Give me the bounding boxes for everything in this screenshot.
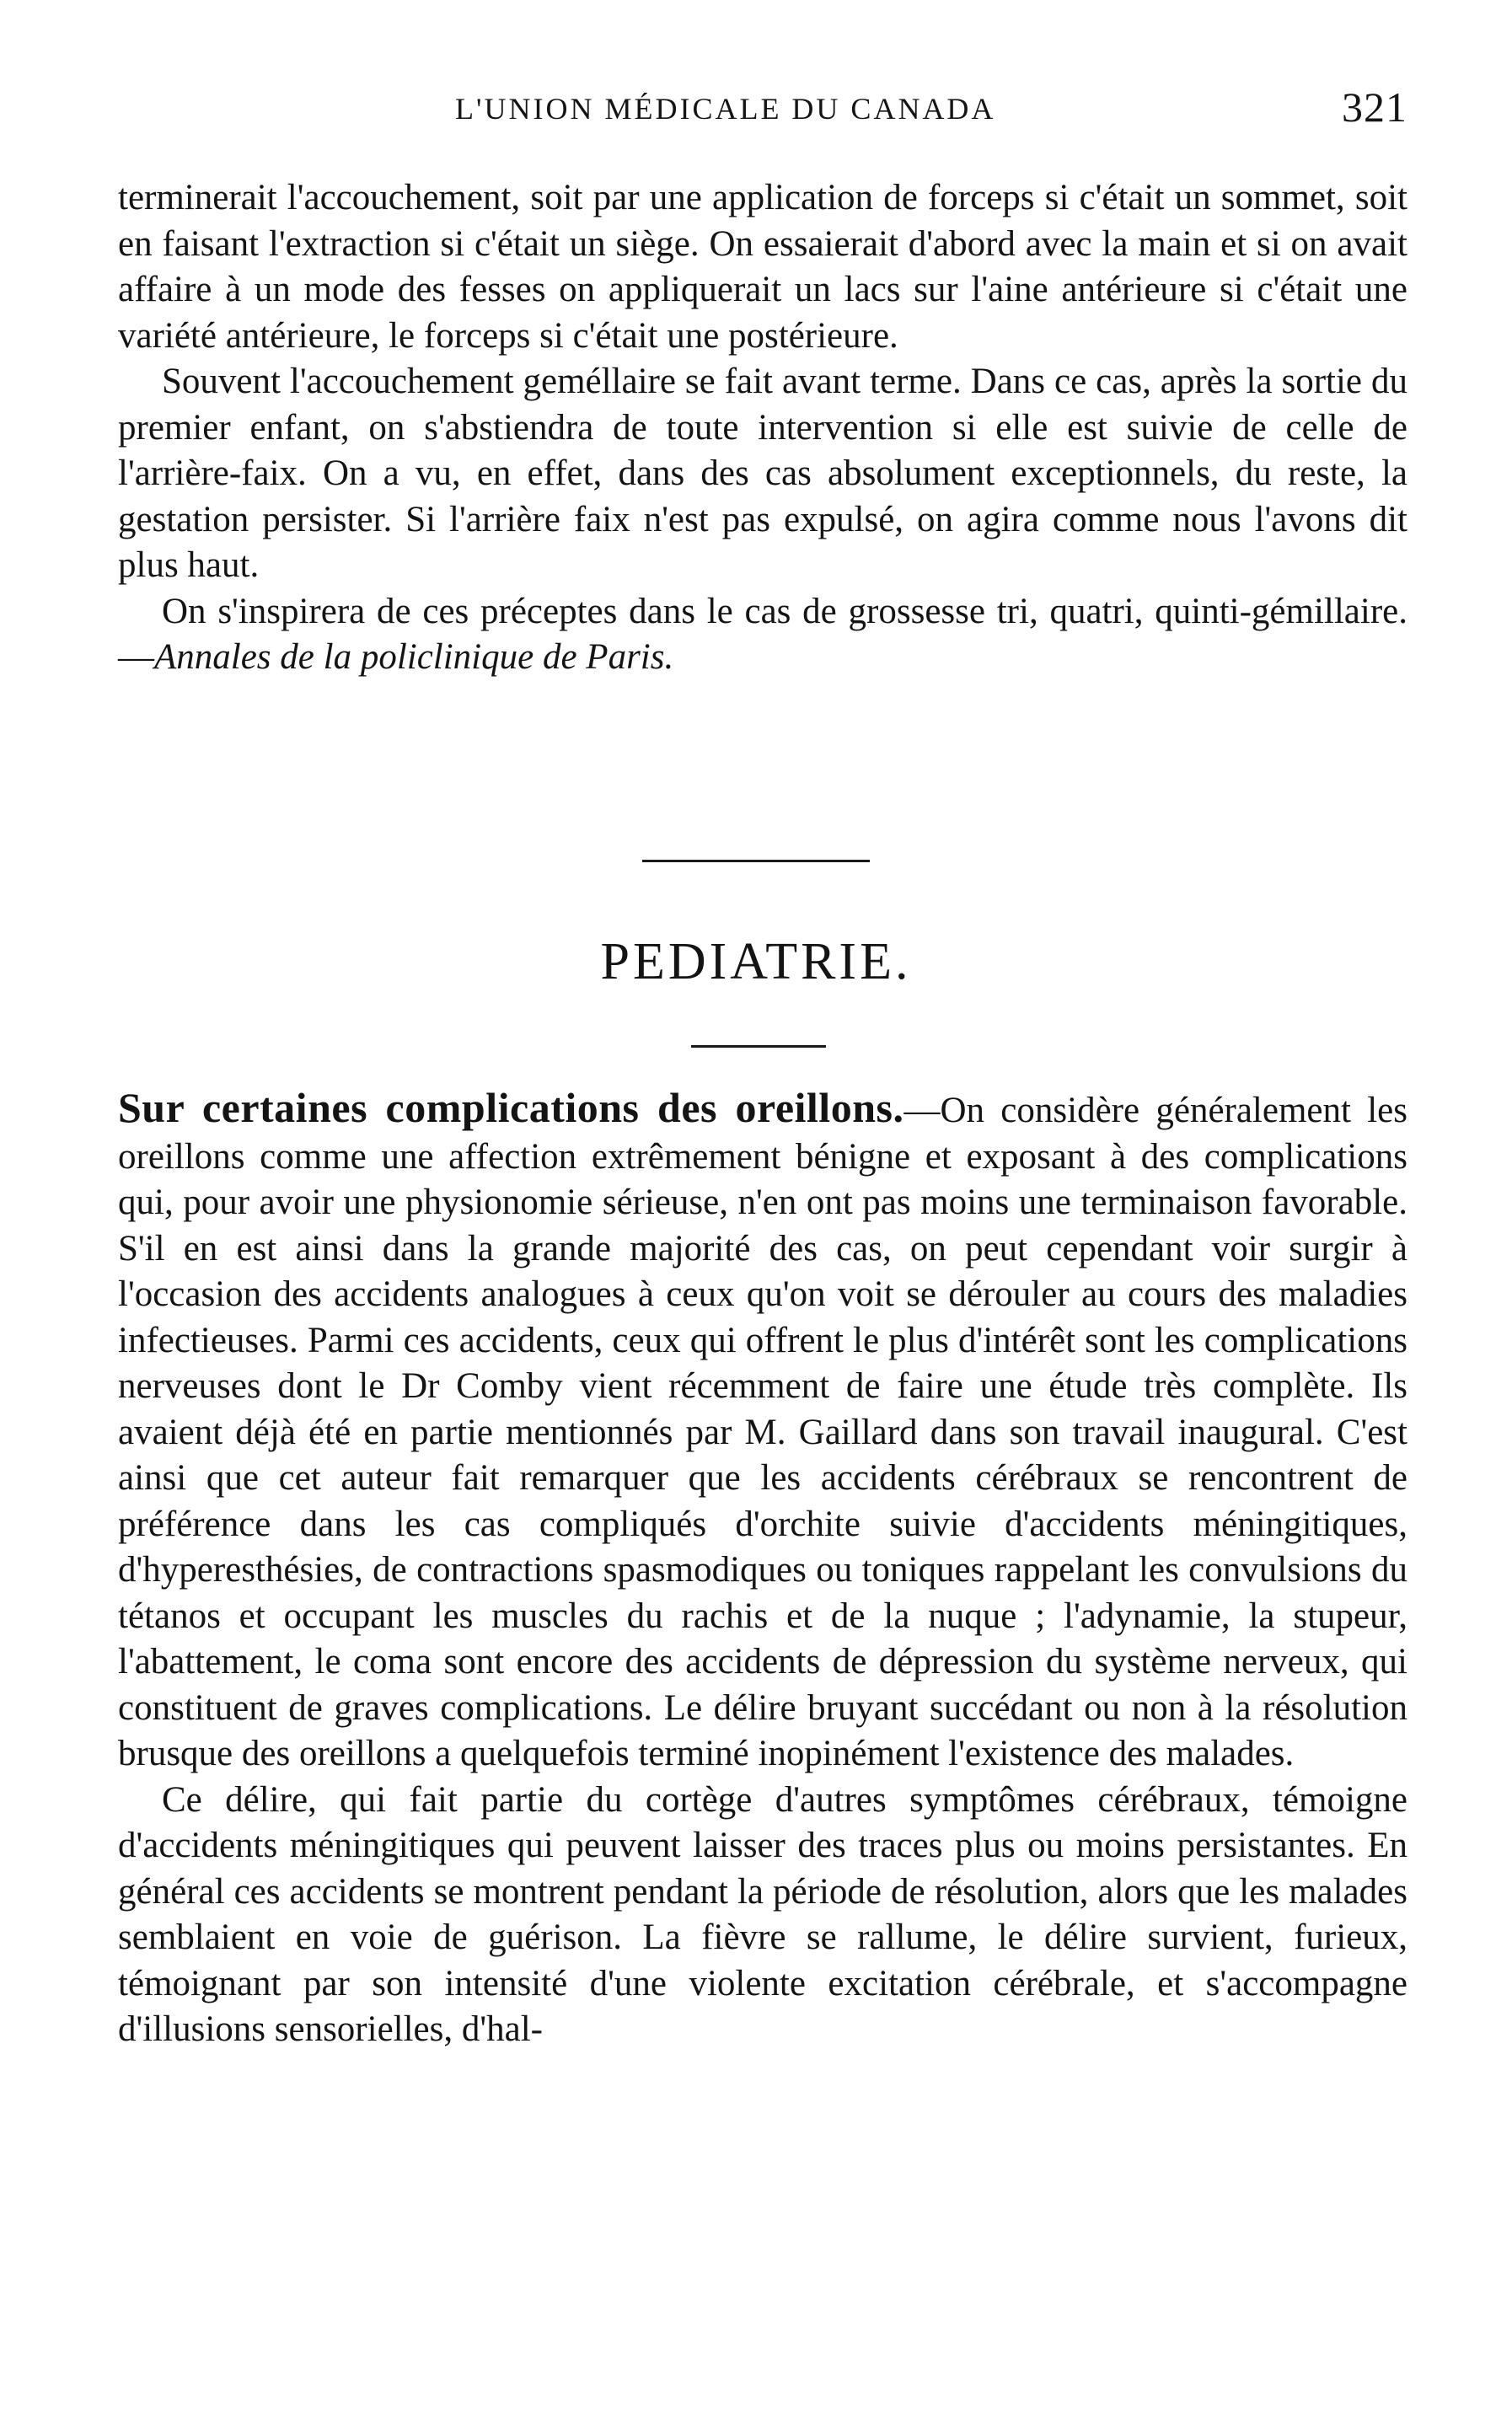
paragraph-text: On s'inspirera de ces préceptes dans le cas de grossesse tri, quatri, quinti-gémillaire.— [118, 591, 1407, 677]
article [118, 1085, 1407, 2053]
article-title: Sur certaines complications des oreillons. [118, 1084, 904, 1131]
running-header [118, 81, 1407, 131]
article-lead-text: —On considère généralement les oreillons comme une affection extrêmement bénigne et exposant à des complications qui, pour avoir une physionomie sérieuse, n'en ont pas moins une terminaison favorable. S'il en est ainsi dans la grande majorité des cas, on peut cependant voir surgir à l'occasion des accidents analogues à ceux qu'on voit se dérouler au cours des maladies infectieuses. Parmi ces accidents, ceux qui offrent le plus d'intérêt sont les complications nerveuses dont le Dr Comby vient récemment de faire une étude très complète. Ils avaient déjà été en partie mentionnés par M. Gaillard dans son travail inaugural. C'est ainsi que cet auteur fait remarquer que les accidents cérébraux se rencontrent de préférence dans les cas compliqués d'orchite suivie d'accidents méningitiques, d'hyperesthésies, de contractions spasmodiques ou toniques rappelant les convulsions du tétanos et occupant les muscles du rachis et de la nuque ; l'adynamie, la stupeur, l'abattement, le coma sont encore des accidents de dépression du système nerveux, qui constituent de graves complications. Le délire bruyant succédant ou non à la résolution brusque des oreillons a quelquefois terminé inopinément l'existence des malades. [118, 1091, 1408, 1773]
paragraph: Souvent l'accouchement geméllaire se fait avant terme. Dans ce cas, après la sortie du premier enfant, on s'abstiendra de toute intervention si elle est suivie de celle de l'arrière-faix. On a vu, en effet, dans des cas absolument exceptionnels, du reste, la gestation persister. Si l'arrière faix n'est pas expulsé, on agira comme nous l'avons dit plus haut. [118, 362, 1407, 585]
section-divider-top [642, 860, 870, 862]
paragraph: terminerait l'accouchement, soit par une application de forceps si c'était un sommet, soit en faisant l'extraction si c'était un siège. On essaierait d'abord avec la main et si on avait affaire à un mode des fesses on appliquerait un lacs sur l'aine antérieure si c'était une variété antérieure, le forceps si c'était une postérieure. [118, 178, 1407, 356]
article-first-paragraph [118, 1085, 1407, 1778]
section-title: PEDIATRIE. [600, 933, 912, 990]
paragraph: Ce délire, qui fait partie du cortège d'autres symptômes cérébraux, témoigne d'accidents méningitiques qui peuvent laisser des traces plus ou moins persistantes. En général ces accidents se montrent pendant la période de résolution, alors que les malades semblaient en voie de guérison. La fièvre se rallume, le délire survient, furieux, témoignant par son intensité d'une violente excitation cérébrale, et s'accompagne d'illusions sensorielles, d'hal- [118, 1779, 1407, 2049]
continued-section [118, 175, 1407, 681]
running-title: L'UNION MÉDICALE DU CANADA [455, 92, 996, 126]
citation: Annales de la policlinique de Paris. [154, 637, 674, 677]
paragraph-with-citation [118, 589, 1407, 681]
section-divider-bottom [691, 1045, 826, 1048]
page-number: 321 [1342, 83, 1407, 131]
